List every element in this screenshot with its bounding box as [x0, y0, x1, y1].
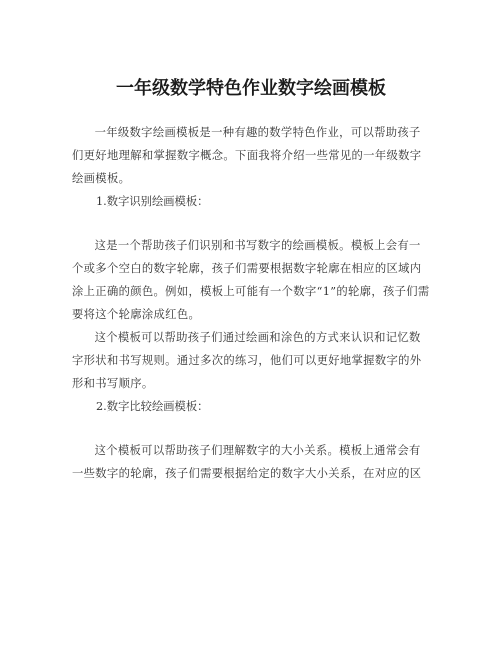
intro-paragraph: 一年级数字绘画模板是一种有趣的数学特色作业，可以帮助孩子们更好地理解和掌握数字概念。下面我将介绍一些常见的一年级数字绘画模板。	[72, 126, 422, 185]
section1-paragraph-2: 这个模板可以帮助孩子们通过绘画和涂色的方式来认识和记忆数字形状和书写规则。通过多次的练习，他们可以更好地掌握数字的外形和书写顺序。	[72, 331, 422, 390]
section2-paragraph-1: 这个模板可以帮助孩子们理解数字的大小关系。模板上通常会有一些数字的轮廓，孩子们需要根据给定的数字大小关系，在对应的区	[72, 444, 422, 480]
page-title: 一年级数学特色作业数字绘画模板	[116, 78, 386, 99]
section-heading-1: 1.数字识别绘画模板：	[96, 195, 209, 208]
section1-paragraph-1: 这是一个帮助孩子们识别和书写数字的绘画模板。模板上会有一个或多个空白的数字轮廓，孩子们需要根据数字轮廓在相应的区域内涂上正确的颜色。例如，模板上可能有一个数字“1”的轮廓，孩子们需要将这个轮廓涂成红色。	[72, 239, 430, 321]
section-heading-2: 2.数字比较绘画模板：	[96, 400, 209, 413]
